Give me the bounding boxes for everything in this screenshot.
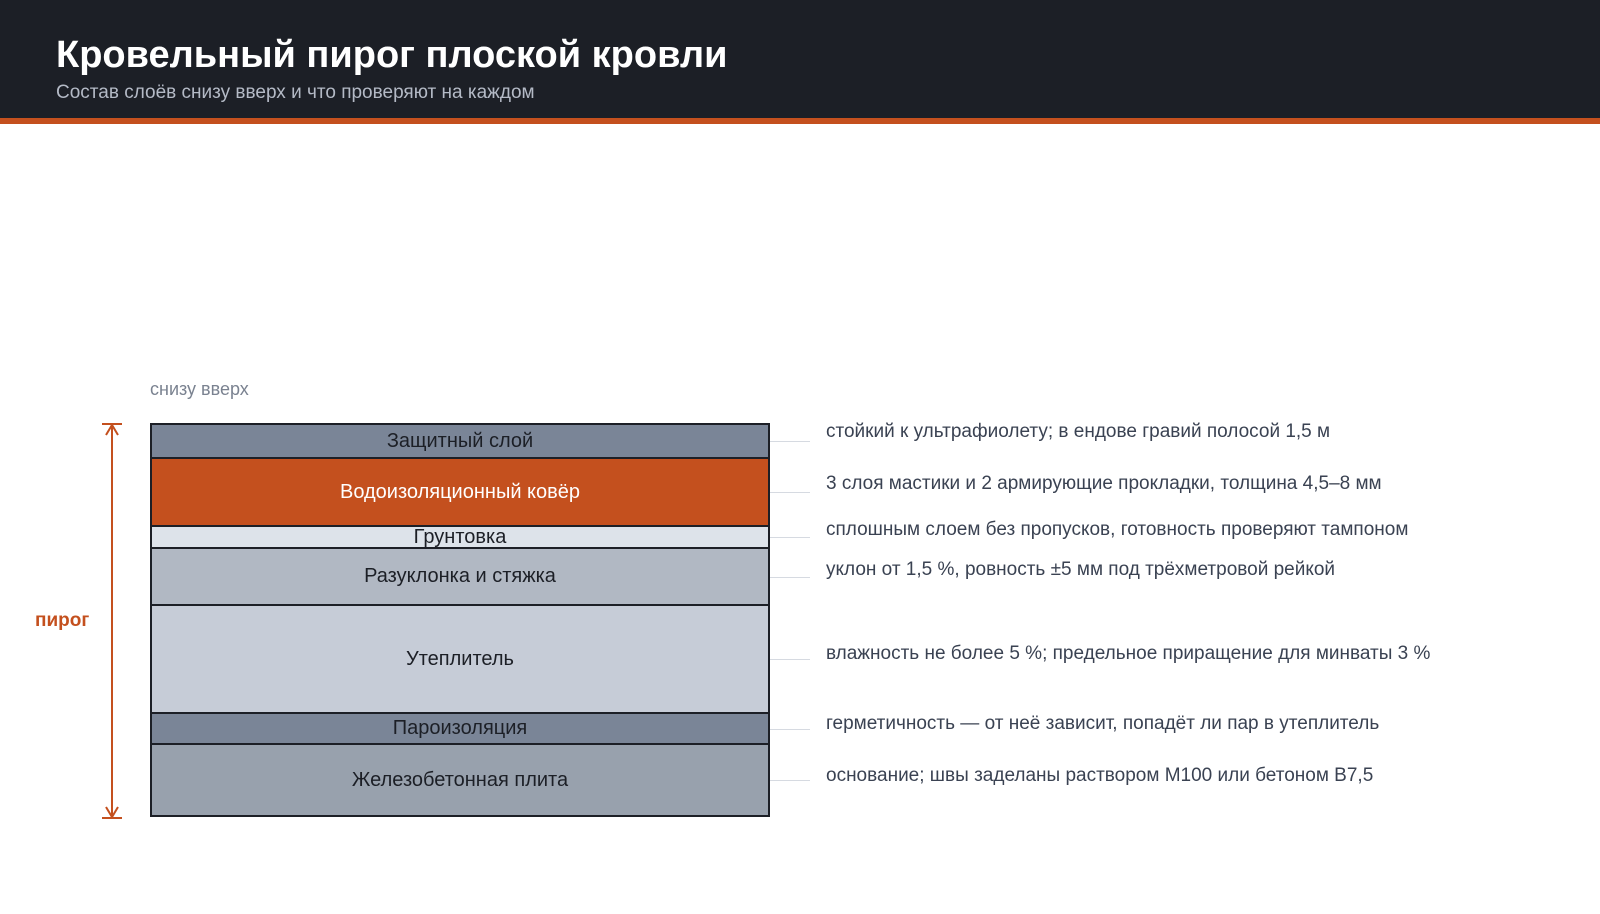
thickness-dimension-arrow: [100, 423, 124, 819]
layer-label: Водоизоляционный ковёр: [339, 480, 581, 503]
layer-note: уклон от 1,5 %, ровность ±5 мм под трёхметровой рейкой: [826, 559, 1336, 580]
layer-label: Железобетонная плита: [351, 768, 569, 791]
connector-line: [770, 537, 810, 538]
layer-note: влажность не более 5 %; предельное приращение для минваты 3 %: [826, 643, 1431, 664]
page-subtitle: Состав слоёв снизу вверх и что проверяют на каждом: [56, 82, 535, 103]
connector-line: [770, 659, 810, 660]
layer-label: Утеплитель: [406, 647, 514, 670]
connector-line: [770, 441, 810, 442]
layer-note: 3 слоя мастики и 2 армирующие прокладки, толщина 4,5–8 мм: [826, 473, 1382, 494]
connector-line: [770, 577, 810, 578]
order-caption: снизу вверх: [150, 379, 249, 399]
layer-note: сплошным слоем без пропусков, готовность проверяют тампоном: [826, 519, 1409, 540]
layer-note: основание; швы заделаны раствором М100 или бетоном В7,5: [826, 765, 1374, 786]
layer-vapor-barrier: [150, 712, 770, 745]
layer-note: стойкий к ультрафиолету; в ендове гравий полосой 1,5 м: [826, 421, 1331, 442]
layer-protective: [150, 423, 770, 459]
layer-primer: [150, 525, 770, 549]
layer-concrete-slab: [150, 743, 770, 817]
layer-label: Разуклонка и стяжка: [364, 565, 556, 587]
header-accent-stripe: [0, 118, 1600, 124]
layer-note: герметичность — от неё зависит, попадёт ли пар в утеплитель: [826, 713, 1380, 734]
connector-line: [770, 729, 810, 730]
layer-label: Грунтовка: [413, 525, 507, 548]
page-title: Кровельный пирог плоской кровли: [56, 34, 728, 76]
layer-waterproofing: [150, 457, 770, 527]
layer-label: Пароизоляция: [392, 717, 528, 739]
layer-label: Защитный слой: [386, 429, 534, 452]
dimension-label: пирог: [35, 610, 90, 631]
layer-insulation: [150, 604, 770, 714]
connector-line: [770, 492, 810, 493]
connector-line: [770, 780, 810, 781]
layer-stack: [150, 423, 770, 817]
layer-slope-screed: [150, 547, 770, 606]
